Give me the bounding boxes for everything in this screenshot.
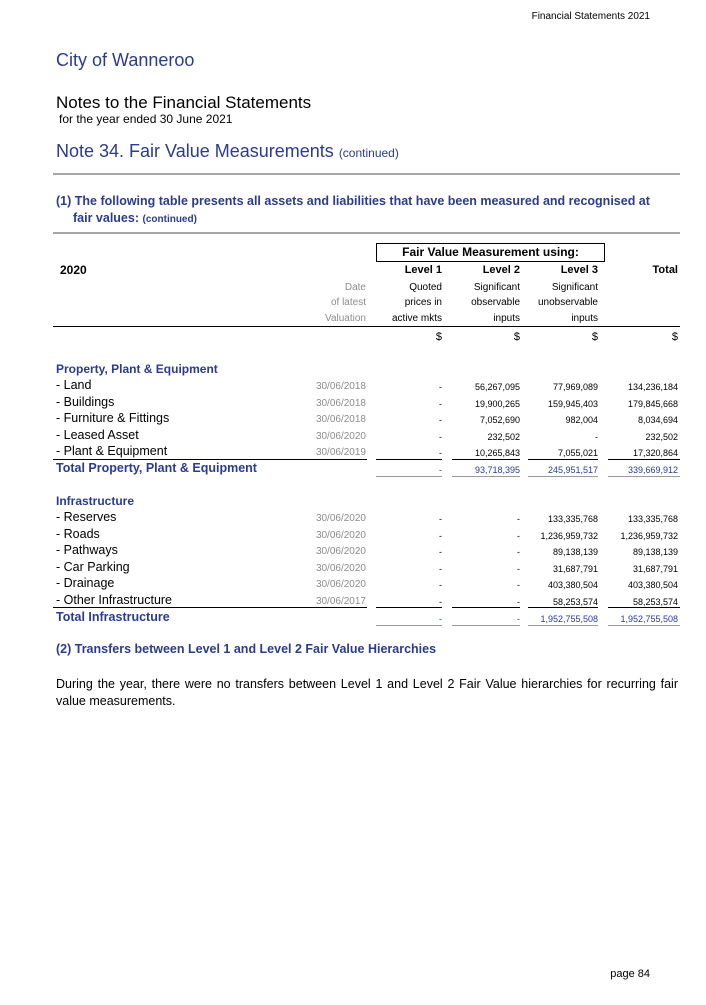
ppe-total-rule-l2 [452, 476, 520, 477]
row-level1: - [439, 399, 442, 409]
row-total: 1,236,959,732 [620, 531, 678, 541]
row-label: - Drainage [56, 576, 115, 590]
row-level3: 159,945,403 [547, 399, 598, 409]
row-level1: - [439, 531, 442, 541]
row-total: 58,253,574 [632, 597, 678, 607]
infra-rule-total [608, 607, 680, 608]
level2-sub-1: Significant [473, 282, 520, 293]
fair-value-group-header: Fair Value Measurement using: [376, 243, 605, 262]
level2-sub-3: inputs [493, 313, 520, 324]
infra-total-rule-total [608, 625, 680, 626]
row-level2: 232,502 [487, 432, 520, 442]
section-2-body: During the year, there were no transfers between Level 1 and Level 2 Fair Value hierarchies for recurring fair value measurements. [56, 677, 678, 708]
col-header-level1: Level 1 [404, 264, 442, 276]
row-date: 30/06/2020 [315, 579, 366, 590]
ppe-category-title: Property, Plant & Equipment [56, 362, 218, 376]
level2-sub-2: observable [471, 297, 520, 308]
ppe-total-level1: - [439, 465, 442, 475]
note-continued: (continued) [338, 146, 399, 160]
row-label: - Roads [56, 527, 100, 541]
unit-level3: $ [591, 331, 598, 343]
row-total: 179,845,668 [627, 399, 678, 409]
page-number: page 84 [610, 968, 650, 980]
row-level3: 982,004 [565, 415, 598, 425]
row-date: 30/06/2018 [315, 381, 366, 392]
row-label: - Reserves [56, 510, 117, 524]
level3-sub-1: Significant [551, 282, 598, 293]
row-level2: - [517, 514, 520, 524]
ppe-total-rule-total [608, 476, 680, 477]
row-total: 8,034,694 [637, 415, 678, 425]
row-date: 30/06/2020 [315, 563, 366, 574]
level1-sub-2: prices in [404, 297, 442, 308]
row-level1: - [439, 564, 442, 574]
section-1-line2 [56, 210, 656, 228]
row-level2: 10,265,843 [474, 448, 520, 458]
infra-rule-l2 [452, 607, 520, 608]
table-year: 2020 [60, 263, 87, 277]
ppe-total-total: 339,669,912 [627, 465, 678, 475]
level3-sub-3: inputs [571, 313, 598, 324]
col-header-level2: Level 2 [482, 264, 520, 276]
section-1-line2-text: fair values: [73, 211, 140, 225]
unit-level2: $ [513, 331, 520, 343]
infra-total-rule-l3 [528, 625, 598, 626]
row-level1: - [439, 432, 442, 442]
row-label: - Furniture & Fittings [56, 411, 170, 425]
row-level3: 77,969,089 [552, 382, 598, 392]
organisation-name: City of Wanneroo [56, 50, 195, 70]
ppe-total-level2: 93,718,395 [474, 465, 520, 475]
document-subtitle: for the year ended 30 June 2021 [59, 112, 233, 126]
row-level3: 133,335,768 [547, 514, 598, 524]
row-level3: 89,138,139 [552, 547, 598, 557]
row-total: 89,138,139 [632, 547, 678, 557]
infra-total-level3: 1,952,755,508 [540, 614, 598, 624]
infra-label-rule [53, 607, 367, 608]
row-label: - Leased Asset [56, 428, 139, 442]
row-level3: 1,236,959,732 [540, 531, 598, 541]
row-total: 31,687,791 [632, 564, 678, 574]
infra-total-level2: - [517, 614, 520, 624]
row-level2: - [517, 580, 520, 590]
date-header-1: Date [344, 282, 366, 293]
row-label: - Buildings [56, 395, 115, 409]
row-level3: - [595, 432, 598, 442]
date-header-3: Valuation [325, 313, 366, 324]
section-rule-table [53, 232, 680, 234]
ppe-total-rule-l1 [376, 476, 442, 477]
row-level2: 19,900,265 [474, 399, 520, 409]
row-level1: - [439, 514, 442, 524]
document-title: Notes to the Financial Statements [56, 93, 312, 112]
infra-category-title: Infrastructure [56, 494, 135, 508]
level1-sub-3: active mkts [391, 313, 442, 324]
ppe-label-rule [53, 459, 367, 460]
level1-sub-1: Quoted [409, 282, 442, 293]
row-level1: - [439, 382, 442, 392]
row-date: 30/06/2019 [315, 447, 366, 458]
infra-total-rule-l2 [452, 625, 520, 626]
row-date: 30/06/2020 [315, 513, 366, 524]
ppe-total-rule-l3 [528, 476, 598, 477]
row-level2: - [517, 531, 520, 541]
row-level2: 7,052,690 [479, 415, 520, 425]
row-total: 17,320,864 [632, 448, 678, 458]
row-date: 30/06/2018 [315, 398, 366, 409]
row-total: 232,502 [645, 432, 678, 442]
row-level1: - [439, 547, 442, 557]
col-header-total: Total [652, 264, 678, 276]
row-total: 403,380,504 [627, 580, 678, 590]
row-level1: - [439, 597, 442, 607]
row-label: - Pathways [56, 543, 118, 557]
row-date: 30/06/2020 [315, 530, 366, 541]
unit-total: $ [671, 331, 678, 343]
col-header-level3: Level 3 [560, 264, 598, 276]
row-level2: - [517, 547, 520, 557]
level3-sub-2: unobservable [537, 297, 598, 308]
row-label: - Other Infrastructure [56, 593, 173, 607]
row-label: - Plant & Equipment [56, 444, 168, 458]
section-rule-top [53, 173, 680, 175]
row-total: 133,335,768 [627, 514, 678, 524]
header-rule [53, 326, 680, 327]
ppe-total-level3: 245,951,517 [547, 465, 598, 475]
row-level3: 7,055,021 [557, 448, 598, 458]
row-level1: - [439, 580, 442, 590]
ppe-total-label: Total Property, Plant & Equipment [56, 461, 257, 475]
row-date: 30/06/2020 [315, 431, 366, 442]
row-level3: 31,687,791 [552, 564, 598, 574]
row-total: 134,236,184 [627, 382, 678, 392]
section-2-heading: (2) Transfers between Level 1 and Level 2 Fair Value Hierarchies [56, 642, 437, 656]
infra-total-rule-l1 [376, 625, 442, 626]
row-level2: - [517, 597, 520, 607]
running-header: Financial Statements 2021 [531, 11, 650, 22]
row-date: 30/06/2020 [315, 546, 366, 557]
infra-total-label: Total Infrastructure [56, 610, 170, 624]
section-1-heading [56, 193, 656, 228]
row-level1: - [439, 415, 442, 425]
ppe-rule-l2 [452, 459, 520, 460]
section-1-continued: (continued) [142, 214, 197, 225]
unit-level1: $ [435, 331, 442, 343]
row-label: - Land [56, 378, 92, 392]
row-label: - Car Parking [56, 560, 130, 574]
row-level3: 403,380,504 [547, 580, 598, 590]
row-level2: 56,267,095 [474, 382, 520, 392]
infra-total-total: 1,952,755,508 [620, 614, 678, 624]
section-1-line1: (1) The following table presents all assets and liabilities that have been measured and recognised at [56, 194, 650, 208]
infra-rule-l1 [376, 607, 442, 608]
note-heading-text: Note 34. Fair Value Measurements [56, 141, 334, 161]
row-level2: - [517, 564, 520, 574]
ppe-rule-total [608, 459, 680, 460]
note-heading [56, 141, 399, 162]
ppe-rule-l3 [528, 459, 598, 460]
row-date: 30/06/2018 [315, 414, 366, 425]
ppe-rule-l1 [376, 459, 442, 460]
infra-total-level1: - [439, 614, 442, 624]
date-header-2: of latest [330, 297, 366, 308]
infra-rule-l3 [528, 607, 598, 608]
row-level3: 58,253,574 [552, 597, 598, 607]
row-level1: - [439, 448, 442, 458]
row-date: 30/06/2017 [315, 596, 366, 607]
